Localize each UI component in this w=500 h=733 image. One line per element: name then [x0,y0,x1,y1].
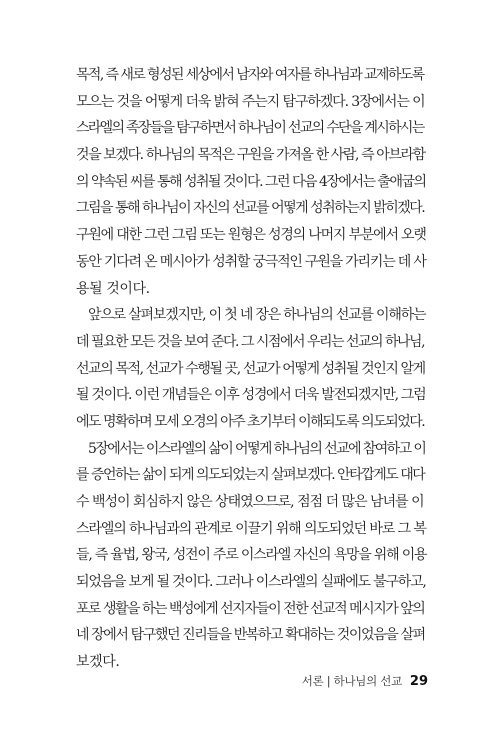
running-footer [302,673,428,689]
text-line: 용될 것이다. [76,280,150,297]
text-line: 될 것이다. 이런 개념들은 이후 성경에서 더욱 발전되겠지만, 그럼 [76,387,426,404]
text-line: 선교의 목적, 선교가 수행될 곳, 선교가 어떻게 성취될 것인지 알게 [76,360,425,377]
section-title: 서론 | 하나님의 선교 [301,674,402,688]
text-line: 보겠다. [76,654,120,671]
text-line: 앞으로 살펴보겠지만, 이 첫 네 장은 하나님의 선교를 이해하는 [88,307,426,324]
text-line: 목적, 즉 새로 형성된 세상에서 남자와 여자를 하나님과 교제하도록 [76,67,424,83]
paragraph-2 [76,302,426,435]
text-line: 포로 생활을 하는 백성에게 선지자들이 전한 선교적 메시지가 앞의 [76,600,425,617]
text-line: 스라엘의 하나님과의 관계로 이끌기 위해 의도되었던 바로 그 복 [76,520,426,537]
paragraph-1 [76,62,426,302]
text-line: 되었음을 보게 될 것이다. 그러나 이스라엘의 실패에도 불구하고, [76,574,426,591]
text-line: 데 필요한 모든 것을 보여 준다. 그 시점에서 우리는 선교의 하나님, [76,333,425,350]
text-line: 5장에서는 이스라엘의 삶이 어떻게 하나님의 선교에 참여하고 이 [88,440,426,457]
text-line: 그림을 통해 하나님이 자신의 선교를 어떻게 성취하는지 밝히겠다. [76,200,425,217]
text-line: 네 장에서 탐구했던 진리들을 반복하고 확대하는 것이었음을 살펴 [76,627,425,644]
text-line: 것을 보겠다. 하나님의 목적은 구원을 가져올 한 사람, 즉 아브라함 [76,147,425,164]
text-line: 에도 명확하며 모세 오경의 아주 초기부터 이해되도록 의도되었다. [76,413,425,430]
text-line: 수 백성이 회심하지 않은 상태였으므로, 점점 더 많은 남녀를 이 [76,494,424,510]
text-line: 의 약속된 씨를 통해 성취될 것이다. 그런 다음 4장에서는 출애굽의 [76,173,426,190]
text-line: 구원에 대한 그런 그림 또는 원형은 성경의 나머지 부분에서 오랫 [76,227,426,244]
text-line: 모으는 것을 어떻게 더욱 밝혀 주는지 탐구하겠다. 3장에서는 이 [76,93,425,110]
page-number: 29 [409,674,428,689]
text-line: 를 증언하는 삶이 되게 의도되었는지 살펴보겠다. 안타깝게도 대다 [76,467,425,484]
body-text [76,62,426,676]
text-line: 스라엘의 족장들을 탐구하면서 하나님이 선교의 수단을 계시하시는 [76,120,424,137]
text-line: 동안 기다려 온 메시아가 성취할 궁극적인 구원을 가리키는 데 사 [76,253,426,270]
paragraph-3 [76,436,426,676]
text-line: 들, 즉 율법, 왕국, 성전이 주로 이스라엘 자신의 욕망을 위해 이용 [76,547,427,564]
